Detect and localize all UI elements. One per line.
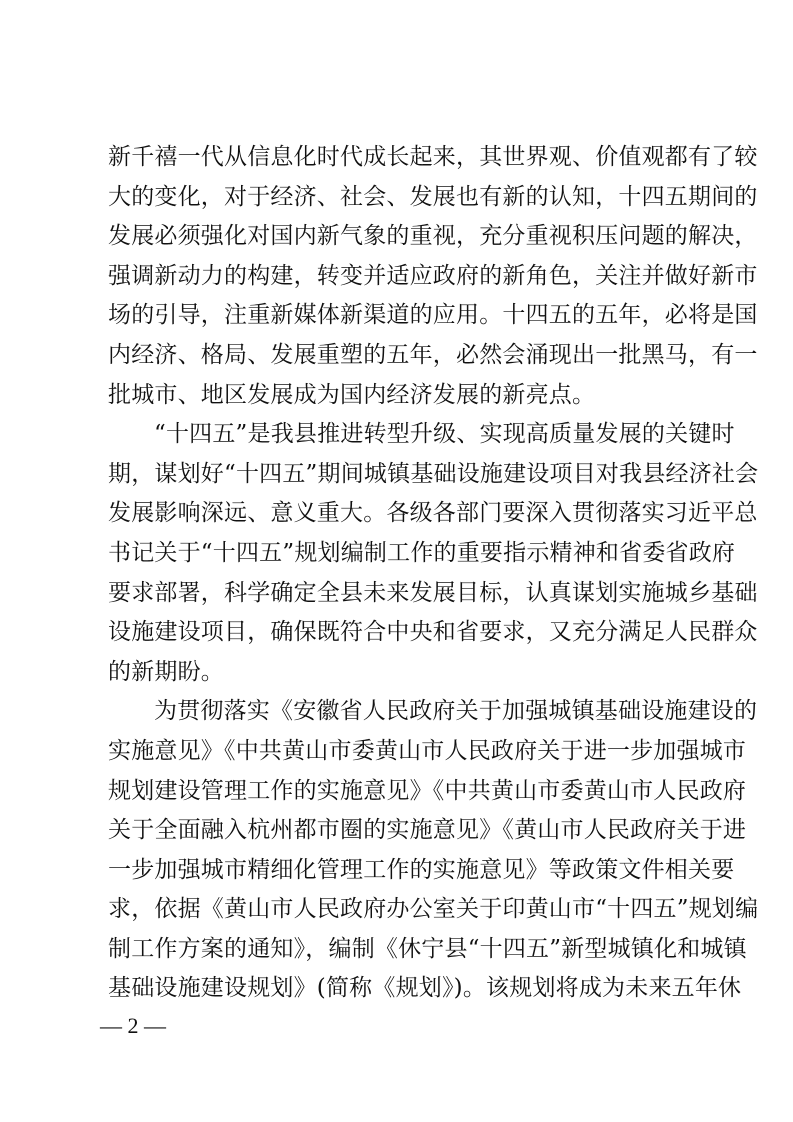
paragraph-1-line: 内经济、格局、发展重塑的五年，必然会涌现出一批黑马，有一 bbox=[108, 341, 758, 368]
paragraph-2-line: 的新期盼。 bbox=[108, 658, 224, 685]
paragraph-2-line: 设施建设项目，确保既符合中央和省要求，又充分满足人民群众 bbox=[108, 619, 758, 646]
paragraph-3-line: 求，依据《黄山市人民政府办公室关于印黄山市“十四五”规划编 bbox=[108, 896, 759, 923]
paragraph-1-line: 场的引导，注重新媒体新渠道的应用。十四五的五年，必将是国 bbox=[108, 302, 758, 329]
paragraph-3-line: 一步加强城市精细化管理工作的实施意见》等政策文件相关要 bbox=[108, 856, 735, 883]
paragraph-3-line: 为贯彻落实《安徽省人民政府关于加强城镇基础设施建设的 bbox=[154, 698, 758, 725]
paragraph-3-line: 关于全面融入杭州都市圈的实施意见》《黄山市人民政府关于进 bbox=[108, 817, 747, 844]
paragraph-3-line: 制工作方案的通知》，编制《休宁县“十四五”新型城镇化和城镇 bbox=[108, 935, 747, 962]
paragraph-1-line: 大的变化，对于经济、社会、发展也有新的认知，十四五期间的 bbox=[108, 183, 758, 210]
paragraph-3-line: 实施意见》《中共黄山市委黄山市人民政府关于进一步加强城市 bbox=[108, 737, 747, 764]
paragraph-3-line: 规划建设管理工作的实施意见》《中共黄山市委黄山市人民政府 bbox=[108, 777, 747, 804]
paragraph-3-line: 基础设施建设规划》(简称《规划》)。该规划将成为未来五年休 bbox=[108, 975, 742, 1002]
paragraph-2-line: 期，谋划好“十四五”期间城镇基础设施建设项目对我县经济社会 bbox=[108, 460, 759, 487]
body-text bbox=[108, 138, 759, 1009]
paragraph-1-line: 批城市、地区发展成为国内经济发展的新亮点。 bbox=[108, 381, 596, 408]
paragraph-2-line: 书记关于“十四五”规划编制工作的重要指示精神和省委省政府 bbox=[108, 539, 736, 566]
page-number: — 2 — bbox=[100, 1013, 166, 1038]
paragraph-2-line: 发展影响深远、意义重大。各级各部门要深入贯彻落实习近平总 bbox=[108, 500, 758, 527]
paragraph-1-line: 发展必须强化对国内新气象的重视，充分重视积压问题的解决， bbox=[108, 223, 758, 250]
paragraph-1-line: 强调新动力的构建，转变并适应政府的新角色，关注并做好新市 bbox=[108, 262, 758, 289]
paragraph-2-line: “十四五”是我县推进转型升级、实现高质量发展的关键时 bbox=[154, 421, 735, 448]
paragraph-1-line: 新千禧一代从信息化时代成长起来，其世界观、价值观都有了较 bbox=[108, 144, 758, 170]
paragraph-2-line: 要求部署，科学确定全县未来发展目标，认真谋划实施城乡基础 bbox=[108, 579, 758, 606]
